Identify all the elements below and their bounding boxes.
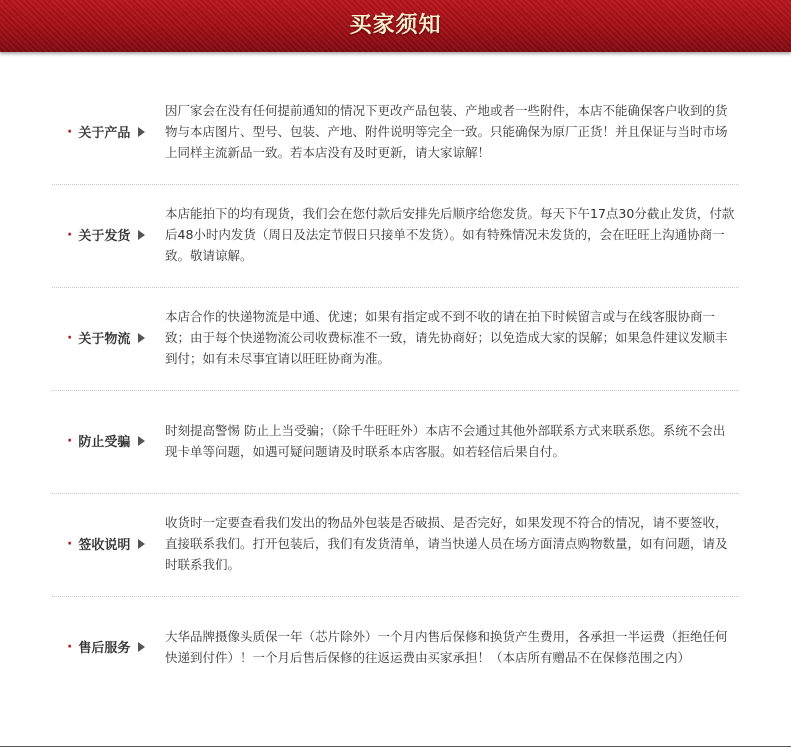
section-text <box>165 492 735 595</box>
section-label-wrap <box>67 286 145 389</box>
section-label-wrap <box>67 80 145 183</box>
section-label-wrap <box>67 389 145 492</box>
section-label-wrap <box>67 595 145 698</box>
section-label: 关于产品 <box>78 126 131 141</box>
section-label: 签收说明 <box>78 538 131 553</box>
section-label: 防止受骗 <box>78 435 131 450</box>
section-text <box>165 80 735 183</box>
bullet-dot: · <box>67 638 73 655</box>
section-text <box>165 595 735 698</box>
section-label-wrap <box>67 183 145 286</box>
page-title: 买家须知 <box>349 13 442 38</box>
section-text-body: 本店合作的快递物流是中通、优速；如果有指定或不到不收的请在拍下时候留言或与在线客服协商一致；由于每个快递物流公司收费标准不一致，请先协商好；以免造成大家的误解；如果急件建议发顺丰到付；如有未尽事宜请以旺旺协商为准。 <box>165 309 728 366</box>
section-label-wrap <box>67 492 145 595</box>
section-receipt <box>0 492 791 595</box>
section-product <box>0 80 791 183</box>
section-label: 关于物流 <box>78 332 131 347</box>
section-text-body: 时刻提高警惕 防止上当受骗；（除千牛旺旺外）本店不会通过其他外部联系方式来联系您。系统不会出现卡单等问题，如遇可疑问题请及时联系本店客服。如若轻信后果自付。 <box>165 422 726 459</box>
section-logistics <box>0 286 791 389</box>
arrow-right-icon <box>138 539 145 549</box>
bullet-dot: · <box>67 226 73 243</box>
section-shipping <box>0 183 791 286</box>
section-text <box>165 389 735 492</box>
header-banner <box>0 0 791 52</box>
arrow-right-icon <box>138 333 145 343</box>
footer-line <box>0 746 791 747</box>
notice-sections <box>0 80 791 698</box>
arrow-right-icon <box>138 230 145 240</box>
section-text-body: 因厂家会在没有任何提前通知的情况下更改产品包装、产地或者一些附件，本店不能确保客户收到的货物与本店图片、型号、包装、产地、附件说明等完全一致。只能确保为原厂正货！并且保证与当时市场上同样主流新品一致。若本店没有及时更新，请大家谅解！ <box>165 103 728 160</box>
bullet-dot: · <box>67 535 73 552</box>
arrow-right-icon <box>138 436 145 446</box>
section-after-sales <box>0 595 791 698</box>
section-text <box>165 183 735 286</box>
section-fraud <box>0 389 791 492</box>
section-text <box>165 286 735 389</box>
section-text-body: 本店能拍下的均有现货，我们会在您付款后安排先后顺序给您发货。每天下午17点30分截止发货，付款后48小时内发货（周日及法定节假日只接单不发货）。如有特殊情况未发货的，会在旺旺上沟通协商一致。敬请谅解。 <box>165 206 735 263</box>
bullet-dot: · <box>67 123 73 140</box>
arrow-right-icon <box>138 642 145 652</box>
section-text-body: 收货时一定要查看我们发出的物品外包装是否破损、是否完好，如果发现不符合的情况，请不要签收，直接联系我们。打开包装后，我们有发货清单，请当快递人员在场方面清点购物数量，如有问题，请及时联系我们。 <box>165 515 728 572</box>
bullet-dot: · <box>67 432 73 449</box>
section-text-body: 大华品牌摄像头质保一年（芯片除外）一个月内售后保修和换货产生费用，各承担一半运费（拒绝任何快递到付件）！一个月后售后保修的往返运费由买家承担！（本店所有赠品不在保修范围之内） <box>165 628 728 665</box>
section-label: 售后服务 <box>78 641 131 656</box>
bullet-dot: · <box>67 329 73 346</box>
section-label: 关于发货 <box>78 229 131 244</box>
arrow-right-icon <box>138 127 145 137</box>
